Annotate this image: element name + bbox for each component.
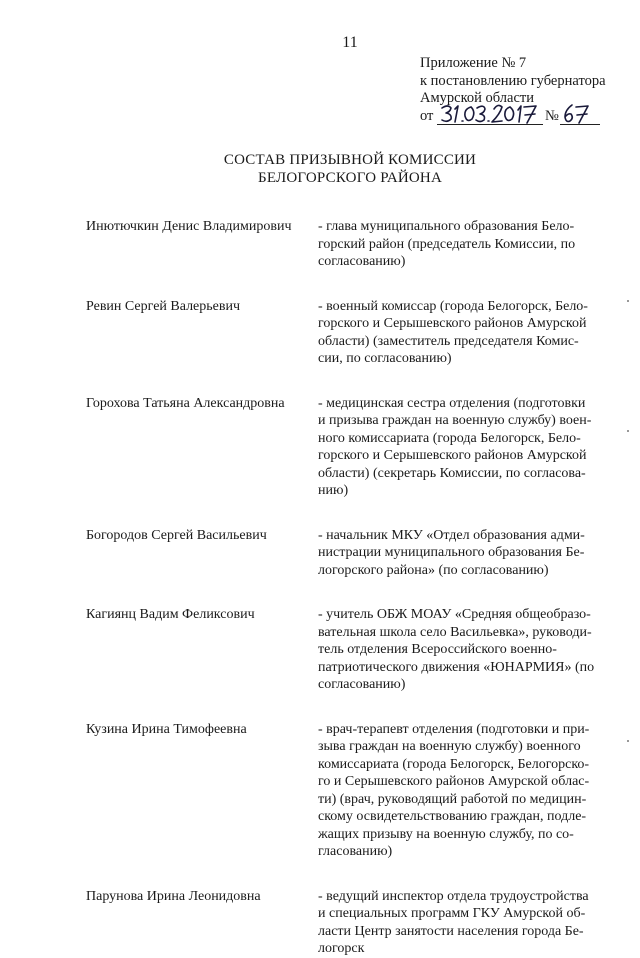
member-name: Инютючкин Денис Владимирович (86, 219, 292, 234)
page-number: 11 (342, 34, 358, 51)
member-role: - врач-терапевт отделения (подготовки и при- зыва граждан на военную службу) военного комиссариата (города Белогорск, Белогорско- го и Серышевского районов Амурской облас- ти) (врач, руководящий работой по медицин- скому освидетельствованию граждан, подле- жащих призыву на военную службу, по со- гласованию) (318, 721, 590, 859)
member-role: - медицинская сестра отделения (подготовки и призыва граждан на военную службу) воен- ного комиссариата (города Белогорск, Бело- горского и Серышевского районов Амурской области) (секретарь Комиссии, по согласова- нию) (318, 395, 592, 498)
member-role: - глава муниципального образования Бело- горский район (председатель Комиссии, по согласованию) (318, 219, 576, 269)
appendix-label: Приложение № 7 (420, 55, 527, 71)
handwritten-date (440, 102, 540, 126)
member-role: - учитель ОБЖ МОАУ «Средняя общеобразо- вательная школа село Васильевка», руководи- тель отделения Всероссийского военно- патриотического движения «ЮНАРМИЯ» (по согласованию) (318, 607, 595, 692)
roster-entry (86, 395, 606, 500)
roster-entry (86, 218, 606, 271)
roster-entry (86, 527, 606, 580)
scan-margin-mark (627, 740, 629, 742)
roster-entry (86, 721, 606, 861)
roster-entry (86, 298, 606, 368)
reference-prefix: от (420, 107, 434, 124)
member-role: - начальник МКУ «Отдел образования адми- нистрации муниципального образования Бе- логорского района» (по согласованию) (318, 527, 585, 578)
member-name: Парунова Ирина Леонидовна (86, 888, 261, 904)
roster-entry (86, 888, 606, 958)
member-role: - военный комиссар (города Белогорск, Бело- горского и Серышевского районов Амурской области) (заместитель председателя Комис- сии, по согласованию) (318, 298, 588, 366)
appendix-decree-line: к постановлению губернатора (420, 72, 606, 89)
appendix-block (420, 55, 606, 126)
member-role: - ведущий инспектор отдела трудоустройства и специальных программ ГКУ Амурской об- ласти Центр занятости населения города Бе- логорск (318, 888, 589, 956)
member-name: Ревин Сергей Валерьевич (86, 298, 241, 314)
appendix-region-line: Амурской области (420, 90, 534, 106)
commission-roster (86, 218, 606, 958)
document-subtitle: БЕЛОГОРСКОГО РАЙОНА (258, 170, 442, 186)
document-title: СОСТАВ ПРИЗЫВНОЙ КОМИССИИ (223, 152, 477, 168)
appendix-reference-line (420, 108, 606, 126)
member-name: Горохова Татьяна Александровна (86, 395, 285, 411)
scan-margin-mark (627, 430, 629, 432)
roster-entry (86, 606, 606, 694)
scan-margin-mark (627, 300, 629, 302)
handwritten-number (562, 102, 590, 126)
member-name: Богородов Сергей Васильевич (86, 527, 267, 543)
reference-number-sign: № (545, 107, 559, 124)
member-name: Кагиянц Вадим Феликсович (86, 607, 255, 622)
member-name: Кузина Ирина Тимофеевна (86, 721, 247, 737)
